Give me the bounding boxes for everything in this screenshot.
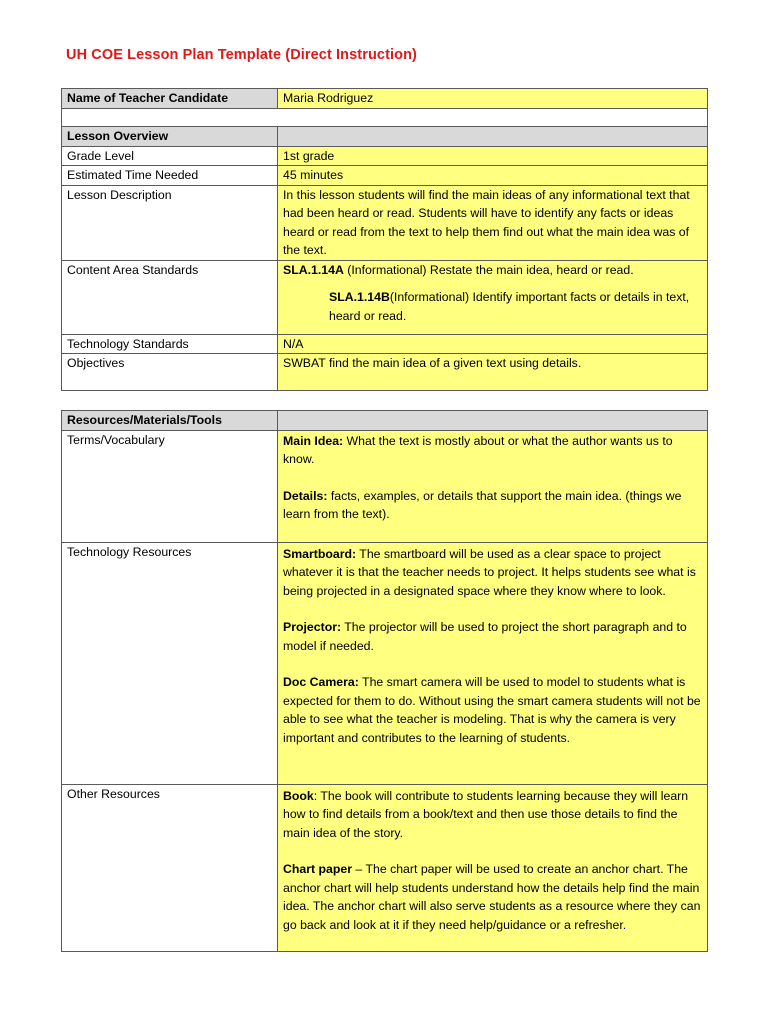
- chart-paper-text: – The chart paper will be used to create an anchor chart. The anchor chart will help students understand how the details help find the main idea. The anchor chart will also serve students as a resource where they can go back and look at it if they need help/guidance or a refresher.: [283, 862, 701, 932]
- tech-resources-label: Technology Resources: [62, 542, 278, 784]
- term-main-idea-def: What the text is mostly about or what the author wants us to know.: [283, 433, 673, 466]
- teacher-name[interactable]: Maria Rodriguez: [278, 89, 708, 109]
- time-value[interactable]: 45 minutes: [278, 166, 708, 186]
- time-row: [62, 166, 708, 186]
- description-label: Lesson Description: [62, 185, 278, 260]
- time-label: Estimated Time Needed: [62, 166, 278, 186]
- grade-row: [62, 146, 708, 166]
- standard-2-text: (Informational) Identify important facts or details in text, heard or read.: [329, 290, 690, 323]
- projector-term: Projector:: [283, 620, 342, 634]
- standard-1-text: (Informational) Restate the main idea, heard or read.: [343, 262, 634, 277]
- chart-paper-term: Chart paper: [283, 862, 353, 876]
- content-standards-label: Content Area Standards: [62, 260, 278, 334]
- projector-text: The projector will be used to project the short paragraph and to model if needed.: [283, 620, 687, 653]
- tech-standards-row: [62, 334, 708, 354]
- tech-standards-label: Technology Standards: [62, 334, 278, 354]
- term-details: Details:: [283, 488, 328, 503]
- tech-resources-value[interactable]: [278, 542, 708, 784]
- resources-header: Resources/Materials/Tools: [62, 411, 278, 431]
- overview-header: Lesson Overview: [62, 127, 278, 147]
- smartboard-term: Smartboard:: [283, 546, 357, 561]
- vocab-row: [62, 430, 708, 542]
- other-resources-label: Other Resources: [62, 784, 278, 951]
- smartboard-text: The smartboard will be used as a clear space to project whatever it is that the teacher needs to project. It helps students see what is being projected in a designated space where they know where to look.: [283, 546, 696, 598]
- objectives-value[interactable]: SWBAT find the main idea of a given text using details.: [278, 354, 708, 391]
- description-row: [62, 185, 708, 260]
- description-value[interactable]: In this lesson students will find the main ideas of any informational text that had been heard or read. Students will have to identify any facts or ideas heard or read from the text to help them find out what the main idea was of the text.: [278, 185, 708, 260]
- standard-2-code: SLA.1.14B: [329, 290, 390, 304]
- vocab-value[interactable]: [278, 430, 708, 542]
- grade-value[interactable]: 1st grade: [278, 146, 708, 166]
- book-term: Book: [283, 788, 314, 803]
- teacher-row: [62, 89, 708, 109]
- standard-1-code: SLA.1.14A: [283, 262, 344, 277]
- grade-label: Grade Level: [62, 146, 278, 166]
- doc-camera-text: The smart camera will be used to model to students what is expected for them to do. Without using the smart camera students will not be able to see what the teacher is modeling. That is why the camera is very important and contributes to the learning of students.: [283, 675, 701, 745]
- tech-resources-row: [62, 542, 708, 784]
- resources-header-row: [62, 411, 708, 431]
- resources-table: [61, 410, 708, 952]
- doc-camera-term: Doc Camera:: [283, 675, 359, 689]
- book-text: : The book will contribute to students learning because they will learn how to find details from a book/text and then use those details to find the main idea of the story.: [283, 788, 689, 840]
- document-title: UH COE Lesson Plan Template (Direct Instruction): [66, 47, 417, 63]
- objectives-row: [62, 354, 708, 391]
- teacher-label: Name of Teacher Candidate: [62, 89, 278, 109]
- other-resources-row: [62, 784, 708, 951]
- overview-header-row: [62, 127, 708, 147]
- tech-standards-value[interactable]: N/A: [278, 334, 708, 354]
- content-standards-row: [62, 260, 708, 334]
- lesson-overview-table: [61, 88, 708, 391]
- vocab-label: Terms/Vocabulary: [62, 430, 278, 542]
- spacer-row: [62, 109, 708, 127]
- term-main-idea: Main Idea:: [283, 433, 344, 448]
- term-details-def: facts, examples, or details that support the main idea. (things we learn from the text).: [283, 488, 682, 521]
- content-standards-value[interactable]: [278, 260, 708, 334]
- other-resources-value[interactable]: [278, 784, 708, 951]
- objectives-label: Objectives: [62, 354, 278, 391]
